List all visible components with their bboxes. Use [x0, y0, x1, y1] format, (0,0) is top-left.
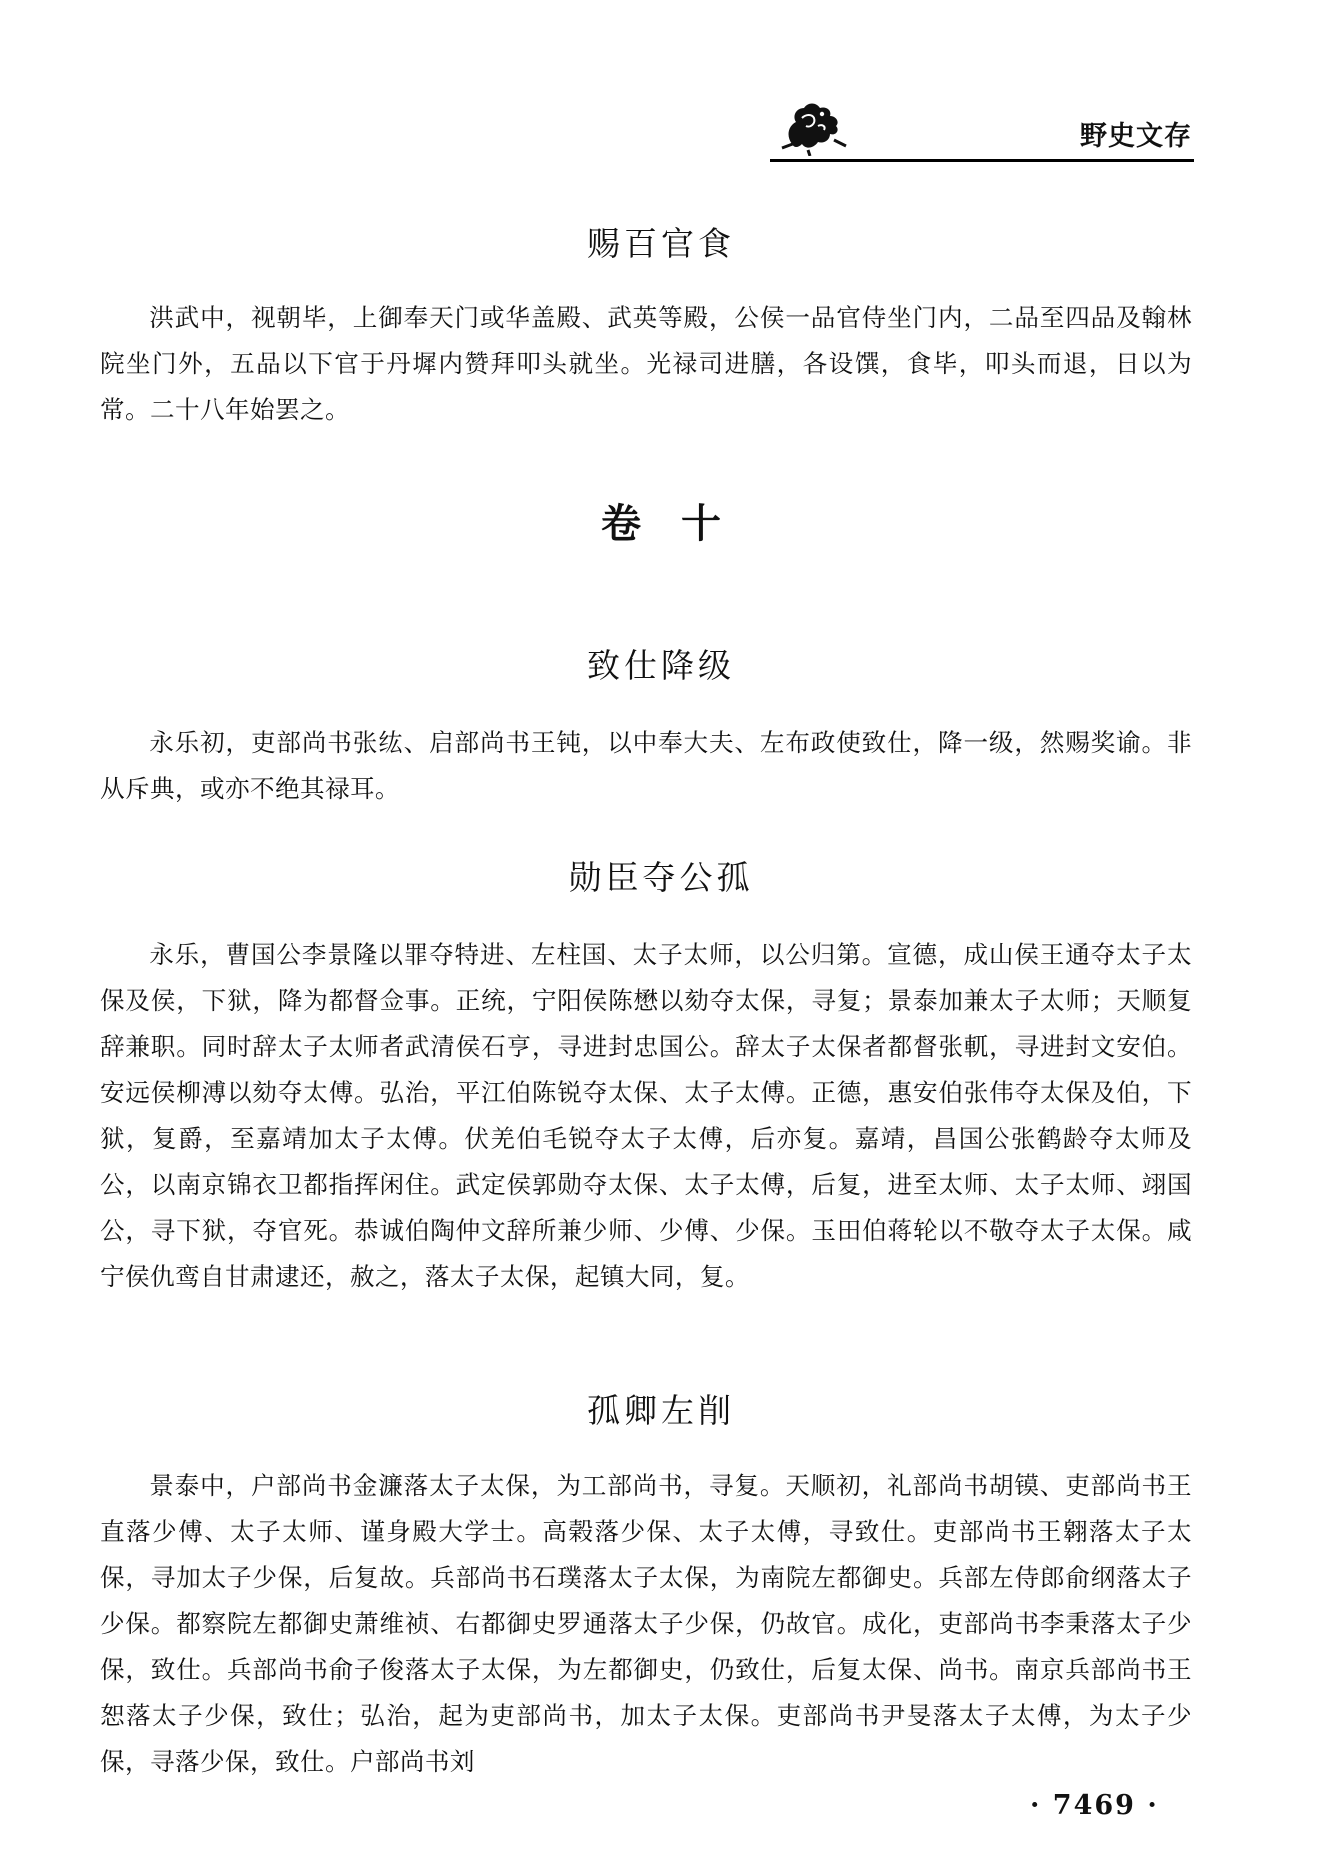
section-paragraph: 永乐，曹国公李景隆以罪夺特进、左柱国、太子太师，以公归第。宣德，成山侯王通夺太子太保及侯，下狱，降为都督佥事。正统，宁阳侯陈懋以劾夺太保，寻复；景泰加兼太子太师；天顺复辞兼职。同时辞太子太师者武清侯石亨，寻进封忠国公。辞太子太保者都督张軏，寻进封文安伯。安远侯柳溥以劾夺太傅。弘治，平江伯陈锐夺太保、太子太傅。正德，惠安伯张伟夺太保及伯，下狱，复爵，至嘉靖加太子太傅。伏羌伯毛锐夺太子太傅，后亦复。嘉靖，昌国公张鹤龄夺太师及公，以南京锦衣卫都指挥闲住。武定侯郭勋夺太保、太子太傅，后复，进至太师、太子太师、翊国公，寻下狱，夺官死。恭诚伯陶仲文辞所兼少师、少傅、少保。玉田伯蒋轮以不敬夺太子太保。咸宁侯仇鸾自甘肃逮还，赦之，落太子太保，起镇大同，复。	[100, 940, 1192, 1291]
section-paragraph: 洪武中，视朝毕，上御奉天门或华盖殿、武英等殿，公侯一品官侍坐门内，二品至四品及翰林院坐门外，五品以下官于丹墀内赞拜叩头就坐。光禄司进膳，各设馔，食毕，叩头而退，日以为常。二十八年始罢之。	[100, 303, 1192, 424]
volume-heading: 卷十	[601, 501, 761, 547]
section-heading: 赐百官食	[587, 224, 735, 263]
header-rule	[770, 159, 1194, 162]
section-heading: 孤卿左削	[587, 1391, 735, 1430]
running-header	[770, 96, 1194, 162]
dragon-icon	[778, 96, 850, 156]
section-paragraph: 永乐初，吏部尚书张纮、启部尚书王钝，以中奉大夫、左布政使致仕，降一级，然赐奖谕。非从斥典，或亦不绝其禄耳。	[100, 728, 1192, 803]
section-heading: 致仕降级	[587, 646, 735, 685]
series-title: 野史文存	[1080, 121, 1192, 152]
page-number: · 7469 ·	[1030, 1790, 1159, 1821]
section-paragraph: 景泰中，户部尚书金濂落太子太保，为工部尚书，寻复。天顺初，礼部尚书胡镆、吏部尚书王直落少傅、太子太师、谨身殿大学士。高榖落少保、太子太傅，寻致仕。吏部尚书王翱落太子太保，寻加太子少保，后复故。兵部尚书石璞落太子太保，为南院左都御史。兵部左侍郎俞纲落太子少保。都察院左都御史萧维祯、右都御史罗通落太子少保，仍故官。成化，吏部尚书李秉落太子少保，致仕。兵部尚书俞子俊落太子太保，为左都御史，仍致仕，后复太保、尚书。南京兵部尚书王恕落太子少保，致仕；弘治，起为吏部尚书，加太子太保。吏部尚书尹旻落太子太傅，为太子少保，寻落少保，致仕。户部尚书刘	[100, 1471, 1192, 1776]
section-heading: 勋臣夺公孤	[568, 858, 754, 897]
